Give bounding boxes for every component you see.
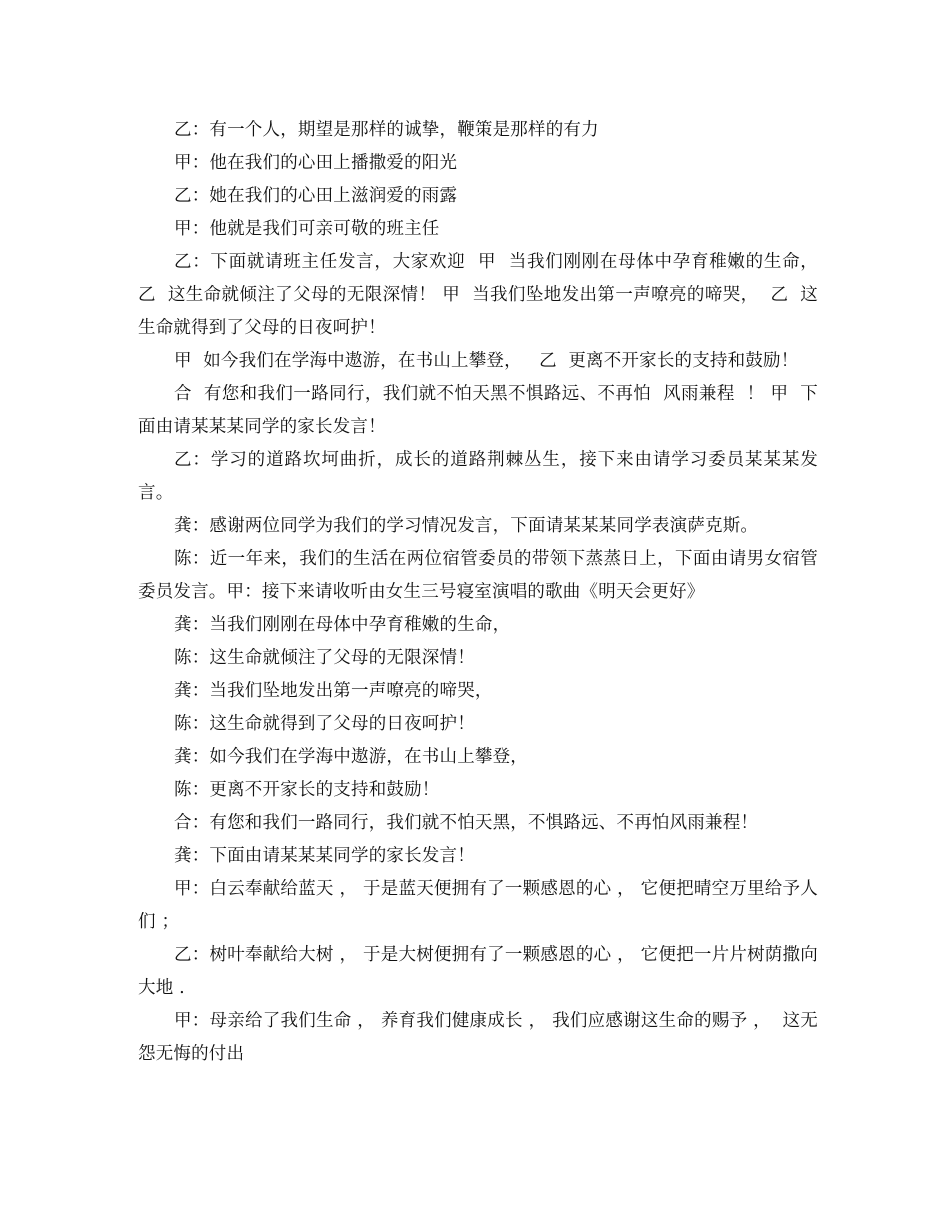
- paragraph: 乙：树叶奉献给大树 ， 于是大树便拥有了一颗感恩的心 ， 它便把一片片树荫撒向大地 .: [138, 945, 818, 998]
- paragraph: 乙：有一个人，期望是那样的诚挚，鞭策是那样的有力: [174, 120, 599, 140]
- paragraph: 甲：他在我们的心田上播撒爱的阳光: [174, 153, 458, 173]
- paragraph: 乙：下面就请班主任发言，大家欢迎 甲 当我们刚刚在母体中孕育稚嫩的生命， 乙 这生命就倾注了父母的无限深情！ 甲 当我们坠地发出第一声嘹亮的啼哭， 乙 这生命就得到了父母的日夜呵护！: [138, 252, 824, 338]
- paragraph: 陈：更离不开家长的支持和鼓励！: [174, 780, 440, 800]
- paragraph: 甲：母亲给了我们生命 ， 养育我们健康成长 ， 我们应感谢这生命的赐予 ， 这无怨无悔的付出: [138, 1011, 818, 1064]
- paragraph: 乙：她在我们的心田上滋润爱的雨露: [174, 186, 458, 206]
- paragraph: 甲：白云奉献给蓝天 ， 于是蓝天便拥有了一颗感恩的心 ， 它便把晴空万里给予人们 ；: [138, 879, 818, 932]
- paragraph: 陈：近一年来，我们的生活在两位宿管委员的带领下蒸蒸日上，下面由请男女宿管委员发言。甲：接下来请收听由女生三号寝室演唱的歌曲《明天会更好》: [138, 549, 818, 602]
- paragraph: 龚：如今我们在学海中遨游，在书山上攀登，: [174, 747, 528, 767]
- paragraph: 合 有您和我们一路同行，我们就不怕天黑不惧路远、不再怕 风雨兼程 ！ 甲 下面由请某某某同学的家长发言！: [138, 384, 818, 437]
- paragraph: 合：有您和我们一路同行，我们就不怕天黑，不惧路远、不再怕风雨兼程！: [174, 813, 759, 833]
- paragraph: 龚：感谢两位同学为我们的学习情况发言，下面请某某某同学表演萨克斯。: [174, 516, 759, 536]
- paragraph: 乙：学习的道路坎坷曲折，成长的道路荆棘丛生，接下来由请学习委员某某某发言。: [138, 450, 818, 503]
- paragraph: 甲 如今我们在学海中遨游，在书山上攀登， 乙 更离不开家长的支持和鼓励！: [174, 351, 799, 371]
- paragraph: 龚：下面由请某某某同学的家长发言！: [174, 846, 475, 866]
- paragraph: 龚：当我们刚刚在母体中孕育稚嫩的生命，: [174, 615, 511, 635]
- paragraph: 陈：这生命就倾注了父母的无限深情！: [174, 648, 475, 668]
- paragraph: 甲：他就是我们可亲可敬的班主任: [174, 219, 440, 239]
- paragraph: 陈：这生命就得到了父母的日夜呵护！: [174, 714, 475, 734]
- document-page: [138, 114, 824, 1071]
- paragraph: 龚：当我们坠地发出第一声嘹亮的啼哭，: [174, 681, 493, 701]
